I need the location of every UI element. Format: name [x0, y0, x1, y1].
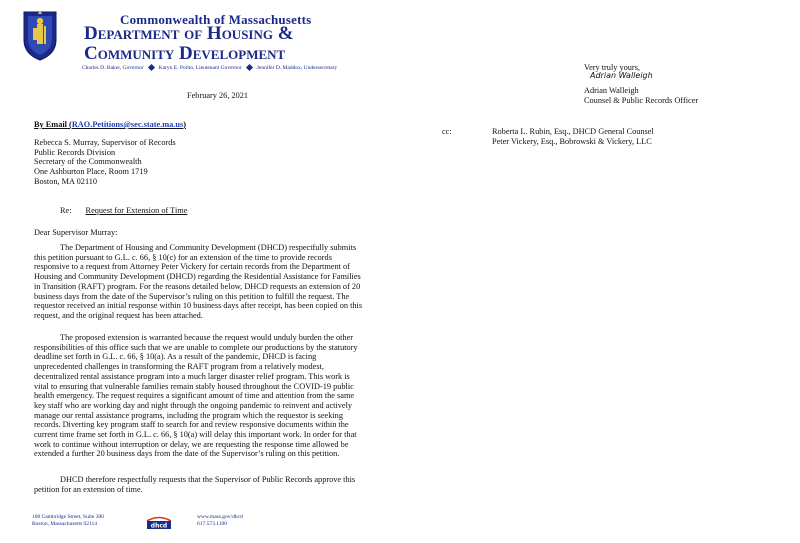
salutation: Dear Supervisor Murray: — [34, 228, 118, 237]
footer-website[interactable]: www.mass.gov/dhcd — [197, 514, 243, 520]
body-paragraph-2: The proposed extension is warranted because the request would unduly burden the other responsibilities of this office such that we are unable to complete our productions by the statutory deadline set forth in G.L. c. 66, § 10(a). As a result of the pandemic, DHCD is facing unprecedented challenges in transforming the RAFT program from a relatively modest, decentralized rental assistance program into a much larger disaster relief program. This work is vital to ensuring that vulnerable families remain stably housed throughout the COVID-19 public health emergency. The request requires a significant amount of time and attention from the same key staff who are working day and night through the ongoing pandemic to reinvent and actively manage our rental assistance programs, including the program which the requestor is seeking records. Diverting key program staff to search for and review responsive documents within the current time frame set forth in G.L. c. 66, § 10(a) will delay this important work. In order for that work to continue without interruption or delay, we are requesting the response time allowed be extended a further 20 business days from the date of the Supervisor’s ruling on this petition. — [34, 333, 358, 459]
commonwealth-seal-icon — [20, 6, 60, 62]
signer-title: Counsel & Public Records Officer — [584, 95, 699, 105]
recipient-line: Secretary of the Commonwealth — [34, 157, 142, 167]
diamond-separator-icon — [148, 64, 155, 71]
cc-line: Peter Vickery, Esq., Bobrowski & Vickery, LLC — [492, 136, 652, 146]
department-line-2: Community Development — [84, 43, 286, 64]
footer-address-line-1: 100 Cambridge Street, Suite 300 — [32, 514, 104, 520]
re-subject: Request for Extension of Time — [85, 206, 188, 215]
recipient-line: Public Records Division — [34, 147, 116, 157]
signer-name: Adrian Walleigh — [584, 86, 639, 95]
recipient-line: One Ashburton Place, Room 1719 — [34, 167, 148, 177]
department-name — [84, 24, 344, 64]
official-lt-governor: Karyn E. Polito, Lieutenant Governor — [158, 65, 242, 71]
delivery-prefix: By Email ( — [34, 120, 72, 129]
re-line — [60, 206, 187, 216]
diamond-separator-icon — [246, 64, 253, 71]
cc-line: Roberta L. Rubin, Esq., DHCD General Counsel — [492, 127, 654, 136]
commonwealth-heading: Commonwealth of Massachusetts — [120, 12, 312, 27]
body-paragraph-3: DHCD therefore respectfully requests that the Supervisor of Public Records approve this petition for an extension of time. — [34, 475, 356, 494]
dhcd-logo-text: dhcd — [150, 522, 168, 529]
footer-phone: 617.573.1100 — [197, 520, 228, 527]
delivery-suffix: ) — [183, 120, 186, 129]
recipient-line: Boston, MA 02110 — [34, 176, 98, 186]
official-undersecretary: Jennifer D. Maddox, Undersecretary — [256, 65, 338, 71]
closing: Very truly yours, — [584, 63, 640, 72]
email-link[interactable]: RAO.Petitions@sec.state.ma.us — [71, 120, 184, 129]
recipient-line: Rebecca S. Murray, Supervisor of Records — [34, 138, 176, 147]
department-line-1: Department of Housing & — [84, 23, 294, 44]
signature: Adrian Walleigh — [590, 71, 653, 80]
official-governor: Charles D. Baker, Governor — [82, 65, 144, 71]
footer-address — [32, 514, 104, 527]
officials-line — [82, 65, 337, 71]
footer-address-line-2: Boston, Massachusetts 02114 — [32, 520, 98, 527]
dhcd-logo-icon — [146, 515, 172, 529]
re-label: Re: — [60, 206, 72, 215]
signer-block — [584, 86, 698, 105]
cc-label: cc: — [442, 127, 452, 136]
cc-list — [492, 127, 654, 146]
delivery-line — [34, 120, 186, 130]
footer-contact — [197, 514, 243, 527]
letter-date: February 26, 2021 — [187, 91, 249, 100]
recipient-address — [34, 138, 176, 187]
body-paragraph-1: The Department of Housing and Community Development (DHCD) respectfully submits this petition pursuant to G.L. c. 66, § 10(c) for an extension of the time to provide records responsive to a request from Attorney Peter Vickery for certain records from the Department of Housing and Community Development (DHCD) regarding the Residential Assistance for Families in Transition (RAFT) program. For the reasons detailed below, DHCD requests an extension of 20 business days from the date of the Supervisor’s ruling on this petition to fulfill the request. The requestor received an initial response within 10 business days after receipt, has been copied on this request, and the original request has been attached. — [34, 243, 363, 320]
